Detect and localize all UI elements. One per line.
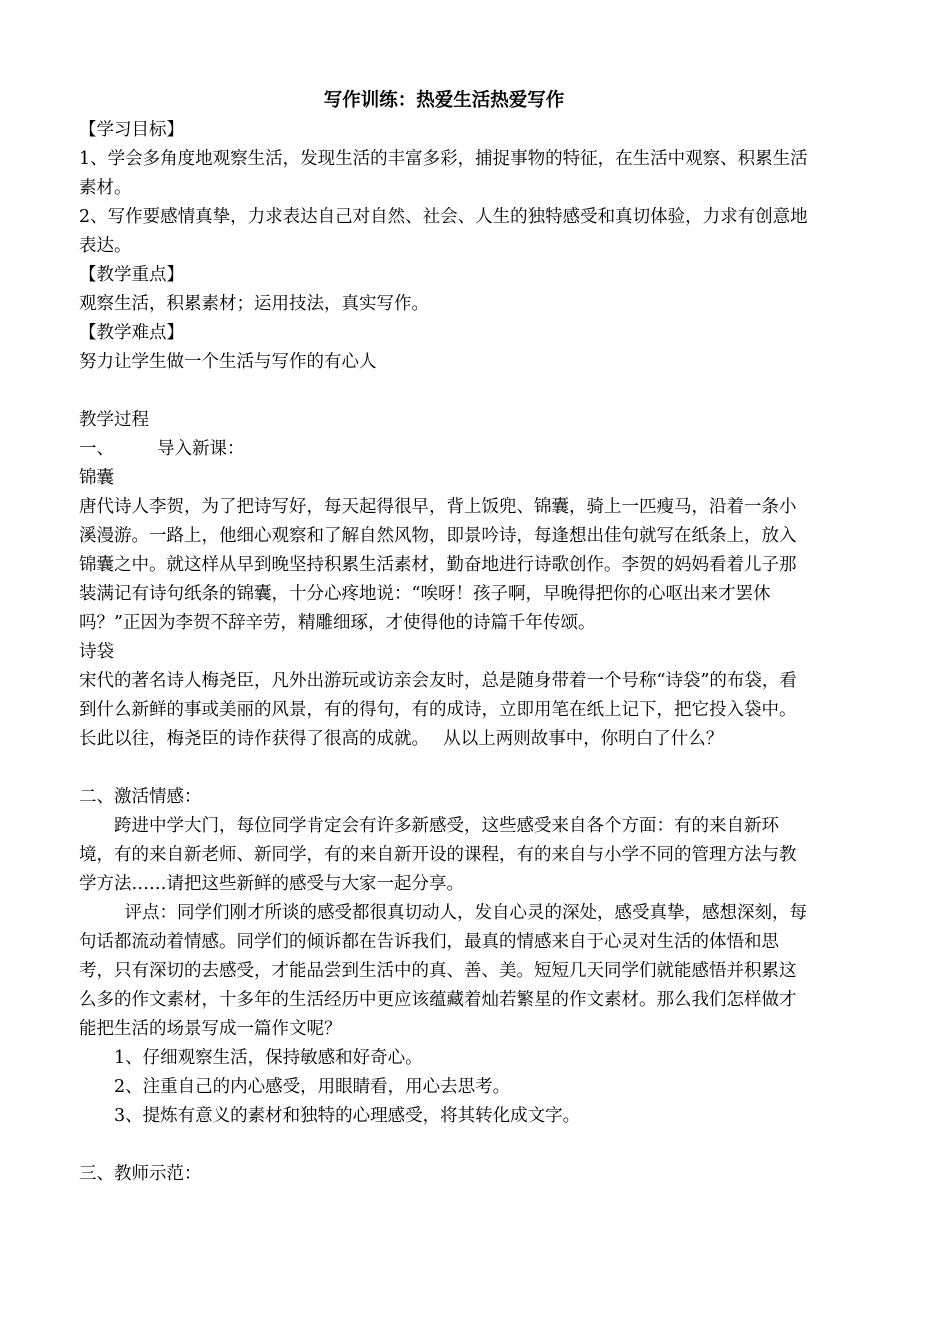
blank-line [79,754,809,783]
focus-heading: 【教学重点】 [79,265,184,285]
objective-item-2: 2、写作要感情真挚，力求表达自己对自然、社会、人生的独特感受和真切体验，力求有创意地表达。 [79,207,808,256]
focus-text: 观察生活，积累素材；运用技法，真实写作。 [79,294,429,314]
objectives-heading: 【学习目标】 [79,120,184,140]
objective-item-1: 1、学会多角度地观察生活，发现生活的丰富多彩，捕捉事物的特征，在生活中观察、积累生活素材。 [79,149,808,198]
document-page [79,86,809,1189]
section-2-title: 二、激活情感： [79,787,202,807]
story-1-text: 唐代诗人李贺，为了把诗写好，每天起得很早，背上饭兜、锦囊，骑上一匹瘦马，沿着一条小溪漫游。一路上，他细心观察和了解自然风物，即景吟诗，每逢想出佳句就写在纸条上，放入锦囊之中。就这样从早到晚坚持积累生活素材，勤奋地进行诗歌创作。李贺的妈妈看着儿子那装满记有诗句纸条的锦囊，十分心疼地说：“唉呀！孩子啊，早晚得把你的心呕出来才罢休吗？”正因为李贺不辞辛劳，精雕细琢，才使得他的诗篇千年传颂。 [79,497,797,633]
tip-item-1: 1、仔细观察生活，保持敏感和好奇心。 [114,1048,423,1068]
tip-item-3: 3、提炼有意义的素材和独特的心理感受，将其转化成文字。 [114,1106,581,1126]
section-1-title: 导入新课： [157,439,245,459]
section-1-number: 一、 [79,439,114,459]
blank-line [79,1131,809,1160]
difficulty-heading: 【教学难点】 [79,323,184,343]
story-1-title: 锦囊 [79,468,114,488]
tip-item-2: 2、注重自己的内心感受，用眼睛看，用心去思考。 [114,1077,511,1097]
difficulty-text: 努力让学生做一个生活与写作的有心人 [79,352,377,372]
section-2-paragraph-1: 跨进中学大门，每位同学肯定会有许多新感受，这些感受来自各个方面：有的来自新环境，有的来自新老师、新同学，有的来自新开设的课程，有的来自与小学不同的管理方法与教学方法……请把这些新鲜的感受与大家一起分享。 [79,816,797,894]
blank-line [79,377,809,406]
section-2-paragraph-2: 评点：同学们刚才所谈的感受都很真切动人，发自心灵的深处，感受真挚，感想深刻，每句话都流动着情感。同学们的倾诉都在告诉我们，最真的情感来自于心灵对生活的体悟和思考，只有深切的去感受，才能品尝到生活中的真、善、美。短短几天同学们就能感悟并积累这么多的作文素材，十多年的生活经历中更应该蕴藏着灿若繁星的作文素材。那么我们怎样做才能把生活的场景写成一篇作文呢？ [79,903,807,1039]
story-2-title: 诗袋 [79,642,114,662]
story-2-text: 宋代的著名诗人梅尧臣，凡外出游玩或访亲会友时，总是随身带着一个号称“诗袋”的布袋，看到什么新鲜的事或美丽的风景，有的得句，有的成诗，立即用笔在纸上记下，把它投入袋中。长此以往，梅尧臣的诗作获得了很高的成就。 从以上两则故事中，你明白了什么？ [79,671,797,749]
section-3-title: 三、教师示范： [79,1164,202,1184]
section-1-heading [79,435,809,464]
process-heading: 教学过程 [79,410,149,430]
document-title: 写作训练：热爱生活热爱写作 [323,90,565,111]
